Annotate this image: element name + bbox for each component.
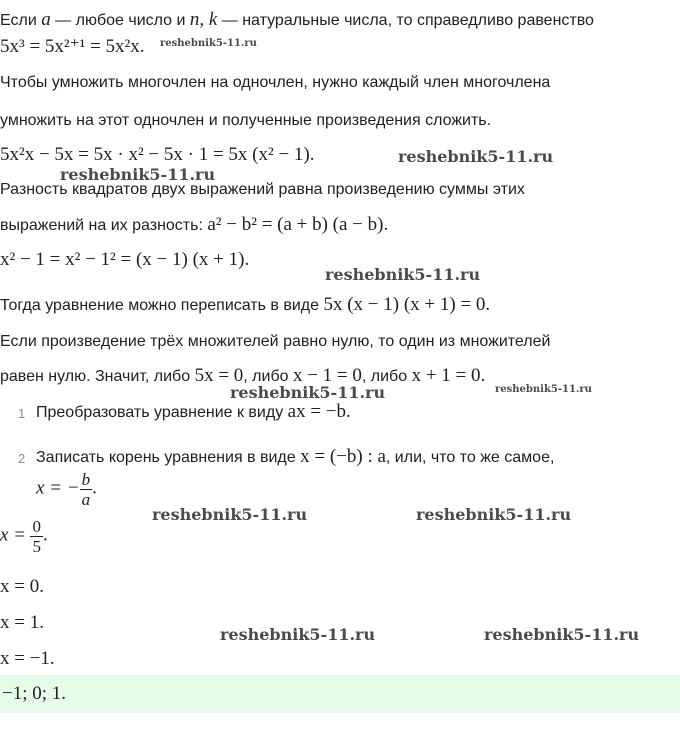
result-x-equals-0-over-5: x = $\frac{0}{5}$ . [0, 517, 48, 556]
watermark: reshebnik5-11.ru [152, 505, 308, 524]
paragraph-line-7: выражений на их разность: a² − b² = (a + b) (a − b). [0, 214, 389, 235]
answer-box [0, 675, 680, 713]
watermark: reshebnik5-11.ru [484, 625, 640, 644]
paragraph-line-10: Если произведение трёх множителей равно нулю, то один из множителей [0, 333, 551, 350]
paragraph-line-6: Разность квадратов двух выражений равна произведению суммы этих [0, 181, 525, 198]
step-2: Записать корень уравнения в виде x = (−b) : a, или, что то же самое, [36, 446, 555, 467]
step-2-formula: x = − $\frac{b}{a}$ . [36, 470, 97, 509]
answer-text: −1; 0; 1. [2, 683, 67, 704]
paragraph-line-1: Если a — любое число и n, k — натуральные числа, то справедливо равенство [0, 9, 594, 30]
result-x-equals-minus-1: x = −1. [0, 648, 55, 669]
watermark: reshebnik5-11.ru [60, 165, 216, 184]
watermark: reshebnik5-11.ru [398, 147, 554, 166]
formula-x2-minus-1: x² − 1 = x² − 1² = (x − 1) (x + 1). [0, 249, 250, 270]
paragraph-line-3: Чтобы умножить многочлен на одночлен, нужно каждый член многочлена [0, 74, 551, 91]
formula-rewritten-equation: 5x (x − 1) (x + 1) = 0. [323, 294, 491, 315]
paragraph-line-4: умножить на этот одночлен и полученные произведения сложить. [0, 112, 492, 129]
watermark: reshebnik5-11.ru [220, 625, 376, 644]
fraction-0-over-5: $\frac{0}{5}$ [32, 517, 41, 556]
step-number-1: 1 [18, 406, 26, 421]
paragraph-line-9: Тогда уравнение можно переписать в виде 5x (x − 1) (x + 1) = 0. [0, 294, 491, 315]
watermark: reshebnik5-11.ru [160, 38, 257, 49]
watermark: reshebnik5-11.ru [495, 384, 592, 395]
fraction-b-over-a: $\frac{b}{a}$ [81, 470, 91, 509]
step-1: Преобразовать уравнение к виду ax = −b. [36, 401, 351, 422]
watermark: reshebnik5-11.ru [416, 505, 572, 524]
formula-factor-5x: 5x²x − 5x = 5x · x² − 5x · 1 = 5x (x² − 1). [0, 144, 315, 165]
formula-difference-of-squares: a² − b² = (a + b) (a − b). [207, 214, 389, 235]
watermark: reshebnik5-11.ru [230, 383, 386, 402]
result-x-equals-1: x = 1. [0, 612, 44, 633]
step-number-2: 2 [18, 451, 26, 466]
watermark: reshebnik5-11.ru [325, 265, 481, 284]
result-x-equals-0: x = 0. [0, 576, 44, 597]
paragraph-line-11: равен нулю. Значит, либо 5x = 0, либо x − 1 = 0, либо x + 1 = 0. [0, 365, 486, 386]
formula-power-identity: 5x³ = 5x²⁺¹ = 5x²x. [0, 36, 145, 57]
